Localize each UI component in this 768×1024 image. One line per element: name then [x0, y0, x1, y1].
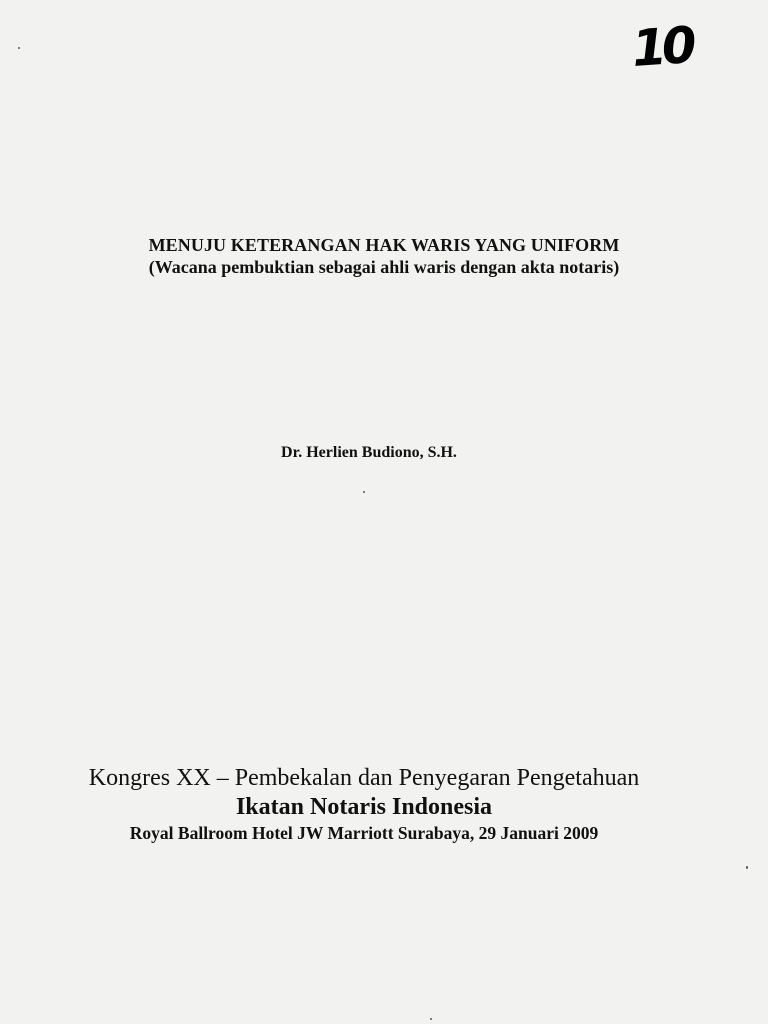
scan-speck [18, 47, 20, 49]
event-organization: Ikatan Notaris Indonesia [235, 794, 493, 820]
scan-speck [430, 1018, 432, 1020]
handwritten-page-number: 10 [630, 15, 694, 79]
event-title: Kongres XX – Pembekalan dan Penyegaran Pengetahuan [88, 765, 640, 791]
scan-speck [746, 866, 748, 869]
scan-speck [363, 491, 365, 493]
title-block [0, 234, 768, 278]
event-venue-date: Royal Ballroom Hotel JW Marriott Surabaya, 29 Januari 2009 [129, 823, 599, 843]
document-title: MENUJU KETERANGAN HAK WARIS YANG UNIFORM [148, 235, 620, 255]
document-subtitle: (Wacana pembuktian sebagai ahli waris dengan akta notaris) [148, 257, 620, 277]
event-block [0, 763, 728, 845]
author-name: Dr. Herlien Budiono, S.H. [281, 444, 457, 461]
